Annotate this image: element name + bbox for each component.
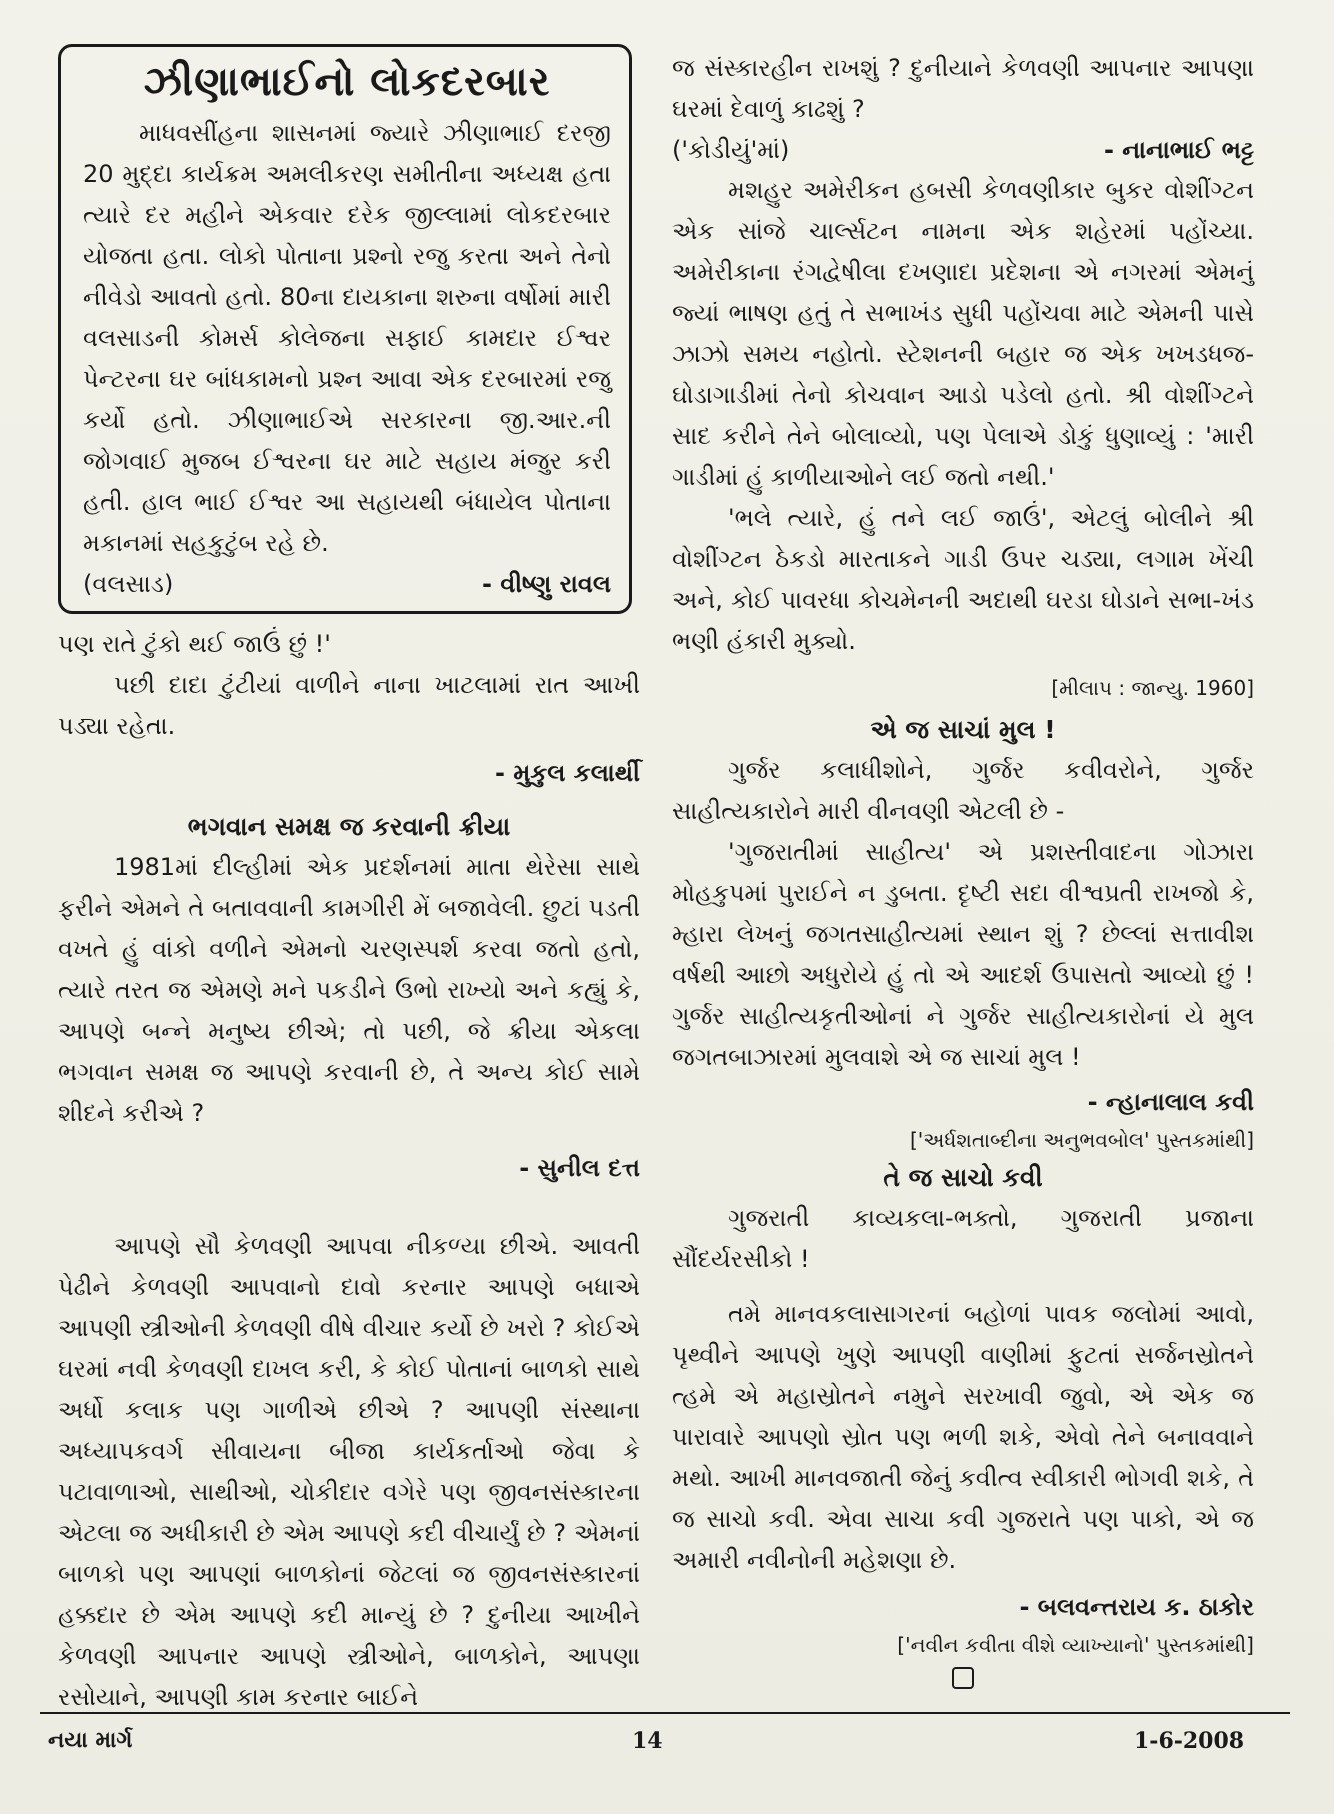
left-text-3: આપણે સૌ કેળવણી આપવા નીકળ્યા છીએ. આવતી પેઢીને કેળવણી આપવાનો દાવો કરનાર આપણે બધાએ આપણી સ્ત્રીઓની કેળવણી વીષે વીચાર કર્યો છે ખરો ? કોઈએ ઘરમાં નવી કેળવણી દાખલ કરી, કે કોઈ પોતાનાં બાળકો સાથે અર્ધો કલાક પણ ગાળીએ છીએ ? આપણી સંસ્થાના અધ્યાપકવર્ગ સીવાયના બીજા કાર્યકર્તાઓ જેવા કે પટાવાળાઓ, સાથીઓ, ચોકીદાર વગેરે પણ જીવનસંસ્કારના એટલા જ અધીકારી છે એમ આપણે કદી વીચાર્યું છે ? એમનાં બાળકો પણ આપણાં બાળકોનાં જેટલાં જ જીવનસંસ્કારનાં હક્કદાર છે એમ આપણે કદી માન્યું છે ? દુનીયા આખીને કેળવણી આપનાર આપણે સ્ત્રીઓને, બાળકોને, આપણા રસોયાને, આપણી કામ કરનાર બાઈને <box>58 1232 640 1711</box>
right-author-4: - બલવન્તરાય ક. ઠાકોર <box>1019 1593 1254 1621</box>
right-column <box>672 48 1254 1689</box>
right-text-2a: મશહુર અમેરીકન હબસી કેળવણીકાર બુકર વોશીંગ્ટન એક સાંજે ચાર્લ્સટન નામના એક શહેરમાં પહોંચ્યા. અમેરીકાના રંગદ્વેષીલા દખણાદા પ્રદેશના એ નગરમાં એમનું જ્યાં ભાષણ હતું તે સભાખંડ સુધી પહોંચવા માટે એમની પાસે ઝાઝો સમય નહોતો. સ્ટેશનની બહાર જ એક ખખડધજ-ઘોડાગાડીમાં તેનો કોચવાન આડો પડેલો હતો. શ્રી વોશીંગ્ટને સાદ કરીને તેને બોલાવ્યો, પણ પેલાએ ડોકું ધુણાવ્યું : 'મારી ગાડીમાં હું કાળીયાઓને લઈ જતો નથી.' <box>672 176 1254 491</box>
left-continuation: પણ રાતે ટુંકો થઈ જાઉં છું !' <box>58 630 331 658</box>
article-box-lokdarbar <box>58 44 632 614</box>
left-author-2: - સુનીલ દત્ત <box>519 1154 640 1182</box>
left-heading-2: ભગવાન સમક્ષ જ કરવાની ક્રીયા <box>187 812 511 841</box>
right-text-4a: ગુજરાતી કાવ્યકલા-ભક્તો, ગુજરાતી પ્રજાના સૌંદર્યરસીકો ! <box>672 1204 1254 1273</box>
right-author-1: - નાનાભાઈ ભટ્ટ <box>1103 136 1254 164</box>
right-source-4: ['નવીન કવીતા વીશે વ્યાખ્યાનો' પુસ્તકમાંથી] <box>897 1633 1254 1657</box>
footer-page-number: 14 <box>632 1728 663 1754</box>
box-signature <box>83 564 611 604</box>
box-place: (વલસાડ) <box>83 570 174 598</box>
footer-magazine-name: નયા માર્ગ <box>48 1728 133 1753</box>
left-author-1: - મુકુલ કલાર્થી <box>495 759 640 787</box>
left-column <box>58 624 640 1718</box>
right-source-1: ('કોડીયું'માં) <box>672 136 790 164</box>
box-text: માધવસીંહના શાસનમાં જ્યારે ઝીણાભાઈ દરજી 20 મુદ્દા કાર્યક્રમ અમલીકરણ સમીતીના અધ્યક્ષ હતા ત્યારે દર મહીને એકવાર દરેક જીલ્લામાં લોકદરબાર યોજતા હતા. લોકો પોતાના પ્રશ્નો રજુ કરતા અને તેનો નીવેડો આવતો હતો. 80ના દાયકાના શરુના વર્ષોમાં મારી વલસાડની કોમર્સ કોલેજના સફાઈ કામદાર ઈશ્વર પેન્ટરના ઘર બાંધકામનો પ્રશ્ન આવા એક દરબારમાં રજુ કર્યો હતો. ઝીણાભાઈએ સરકારના જી.આર.ની જોગવાઈ મુજબ ઈશ્વરના ઘર માટે સહાય મંજુર કરી હતી. હાલ ભાઈ ઈશ્વર આ સહાયથી બંધાયેલ પોતાના મકાનમાં સહકુટુંબ રહે છે. <box>83 119 611 557</box>
right-source-3: ['અર્ધશતાબ્દીના અનુભવબોલ' પુસ્તકમાંથી] <box>910 1128 1254 1152</box>
right-heading-3: એ જ સાચાં મુલ ! <box>870 715 1056 744</box>
right-source-2: [મીલાપ : જાન્યુ. 1960] <box>1051 676 1254 700</box>
end-of-article-icon <box>952 1667 974 1689</box>
left-continuation-2: પછી દાદા ટુંટીયાં વાળીને નાના ખાટલામાં રાત આખી પડ્યા રહેતા. <box>58 671 640 740</box>
right-continuation: જ સંસ્કારહીન રાખશું ? દુનીયાને કેળવણી આપનાર આપણા ઘરમાં દેવાળું કાઢશું ? <box>672 54 1254 123</box>
footer-rule <box>40 1712 1290 1714</box>
footer-date: 1-6-2008 <box>1134 1728 1245 1754</box>
right-text-4b: તમે માનવકલાસાગરનાં બહોળાં પાવક જલોમાં આવો, પૃથ્વીને આપણે ખુણે આપણી વાણીમાં ફુટતાં સર્જનસ્રોતને ત્હમે એ મહાસ્રોતને નમુને સરખાવી જુવો, એ એક જ પારાવારે આપણો સ્રોત પણ ભળી શકે, એવો તેને બનાવવાને મથો. આખી માનવજાતી જેનું કવીત્વ સ્વીકારી ભોગવી શકે, તે જ સાચો કવી. એવા સાચા કવી ગુજરાતે પણ પાકો, એ જ અમારી નવીનોની મહેશણા છે. <box>672 1300 1254 1574</box>
box-title: ઝીણાભાઈનો લોકદરબાર <box>143 59 551 105</box>
right-text-3b: 'ગુજરાતીમાં સાહીત્ય' એ પ્રશસ્તીવાદના ગોઝારા મોહકુપમાં પુરાઈને ન ડુબતા. દૃષ્ટી સદા વીશ્વપ્રતી રાખજો કે, મ્હારા લેખનું જગતસાહીત્યમાં સ્થાન શું ? છેલ્લાં સત્તાવીશ વર્ષથી આછો અધુરોયે હું તો એ આદર્શ ઉપાસતો આવ્યો છું ! ગુર્જર સાહીત્યકૃતીઓનાં ને ગુર્જર સાહીત્યકારોનાં યે મુલ જગતબાઝારમાં મુલવાશે એ જ સાચાં મુલ ! <box>672 838 1254 1071</box>
left-text-2: 1981માં દીલ્હીમાં એક પ્રદર્શનમાં માતા થેરેસા સાથે ફરીને એમને તે બતાવવાની કામગીરી મેં બજાવેલી. છુટાં પડતી વખતે હું વાંકો વળીને એમનો ચરણસ્પર્શ કરવા જતો હતો, ત્યારે તરત જ એમણે મને પકડીને ઉભો રાખ્યો અને કહ્યું કે, આપણે બન્ને મનુષ્ય છીએ; તો પછી, જે ક્રીયા એકલા ભગવાન સમક્ષ જ આપણે કરવાની છે, તે અન્ય કોઈ સામે શીદને કરીએ ? <box>58 853 640 1127</box>
box-author: - વીષ્ણુ રાવલ <box>482 570 611 598</box>
right-text-3a: ગુર્જર કલાધીશોને, ગુર્જર કવીવરોને, ગુર્જર સાહીત્યકારોને મારી વીનવણી એટલી છે - <box>672 756 1254 825</box>
right-signature-1 <box>672 130 1254 170</box>
right-heading-4: તે જ સાચો કવી <box>883 1163 1043 1192</box>
right-text-2b: 'ભલે ત્યારે, હું તને લઈ જાઉં', એટલું બોલીને શ્રી વોશીંગ્ટન ઠેકડો મારતાકને ગાડી ઉપર ચડ્યા, લગામ ખેંચી અને, કોઈ પાવરધા કોચમેનની અદાથી ઘરડા ઘોડાને સભા-ખંડ ભણી હંકારી મુક્યો. <box>672 504 1254 655</box>
right-author-3: - ન્હાનાલાલ કવી <box>1087 1088 1254 1116</box>
